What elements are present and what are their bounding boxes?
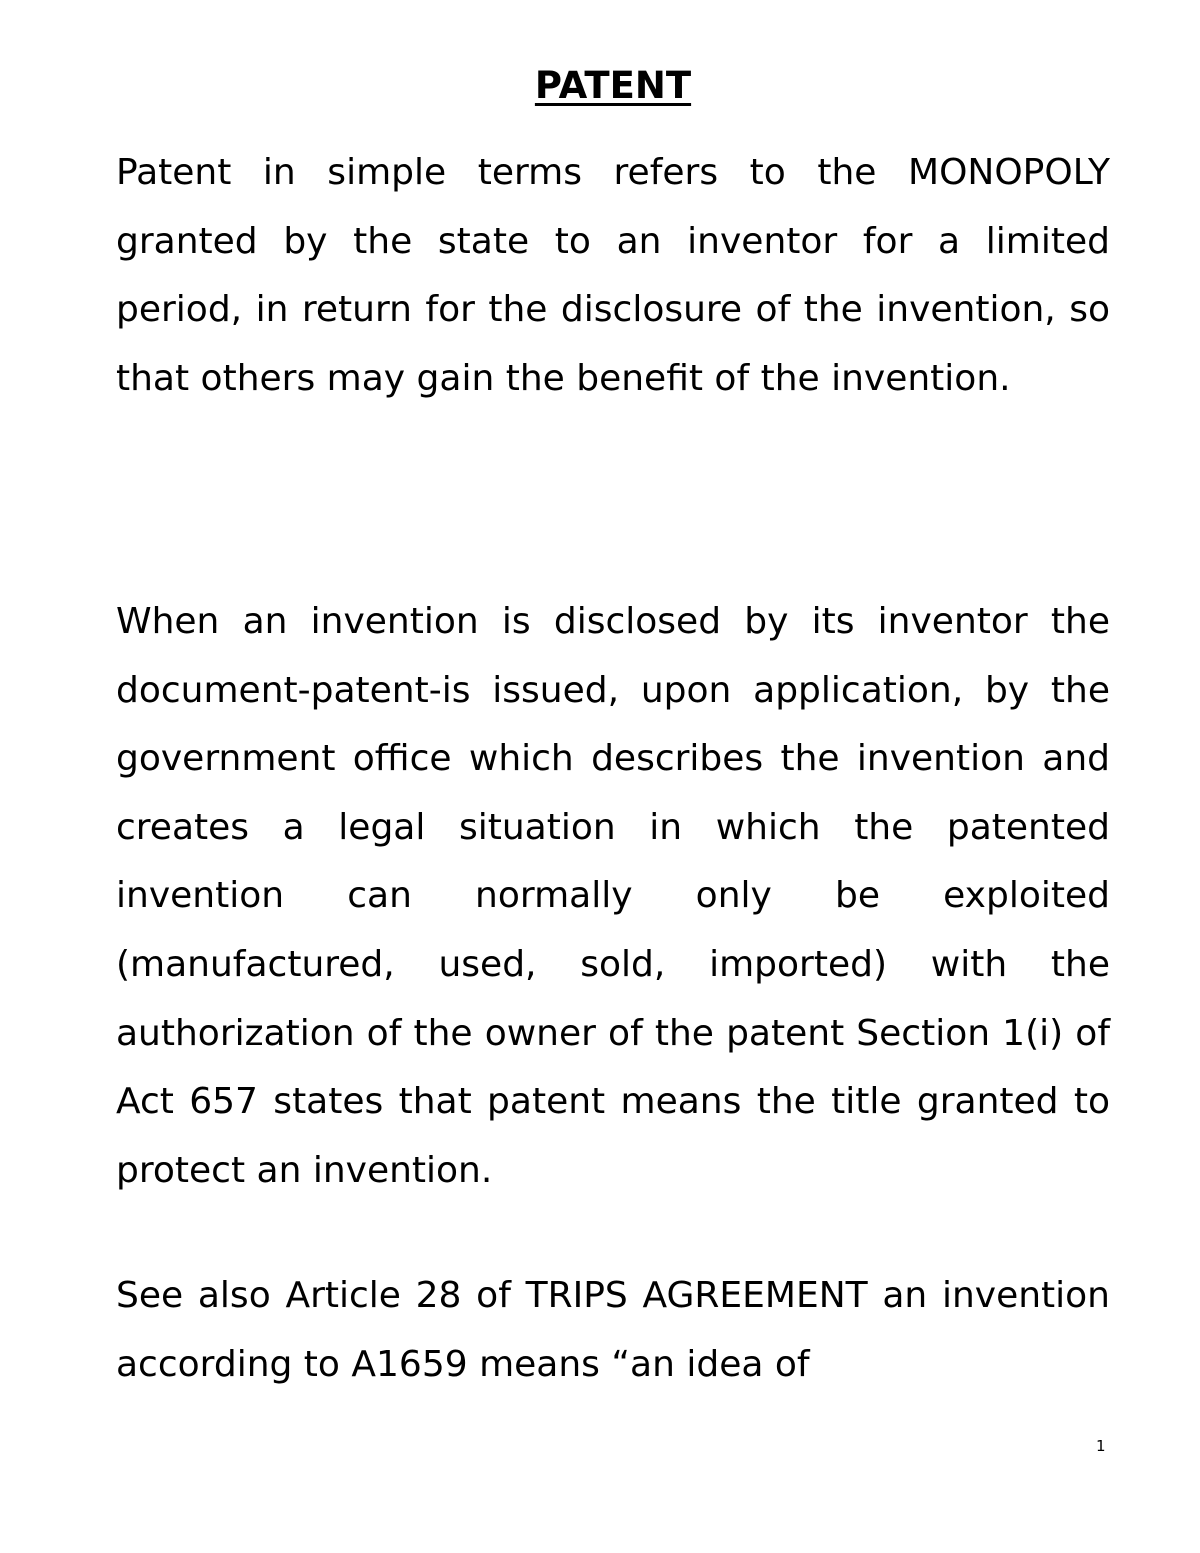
paragraph-patent-definition: Patent in simple terms refers to the MONOPOLY granted by the state to an inventor for a limited period, in return for the disclosure of the invention, so that others may gain the benefit of the invention. [116,152,1110,399]
page-number: 1 [1096,1437,1106,1455]
paragraph-invention-disclosure: When an invention is disclosed by its inventor the document-patent-is issued, upon application, by the government office which describes the invention and creates a legal situation in which the patented invention can normally only be exploited (manufactured, used, sold, imported) with the authorization of the owner of the patent Section 1(i) of Act 657 states that patent means the title granted to protect an invention. [116,601,1110,1191]
paragraph-trips-reference: See also Article 28 of TRIPS AGREEMENT an invention according to A1659 means “an idea of [116,1275,1110,1385]
document-title: PATENT [534,64,692,107]
